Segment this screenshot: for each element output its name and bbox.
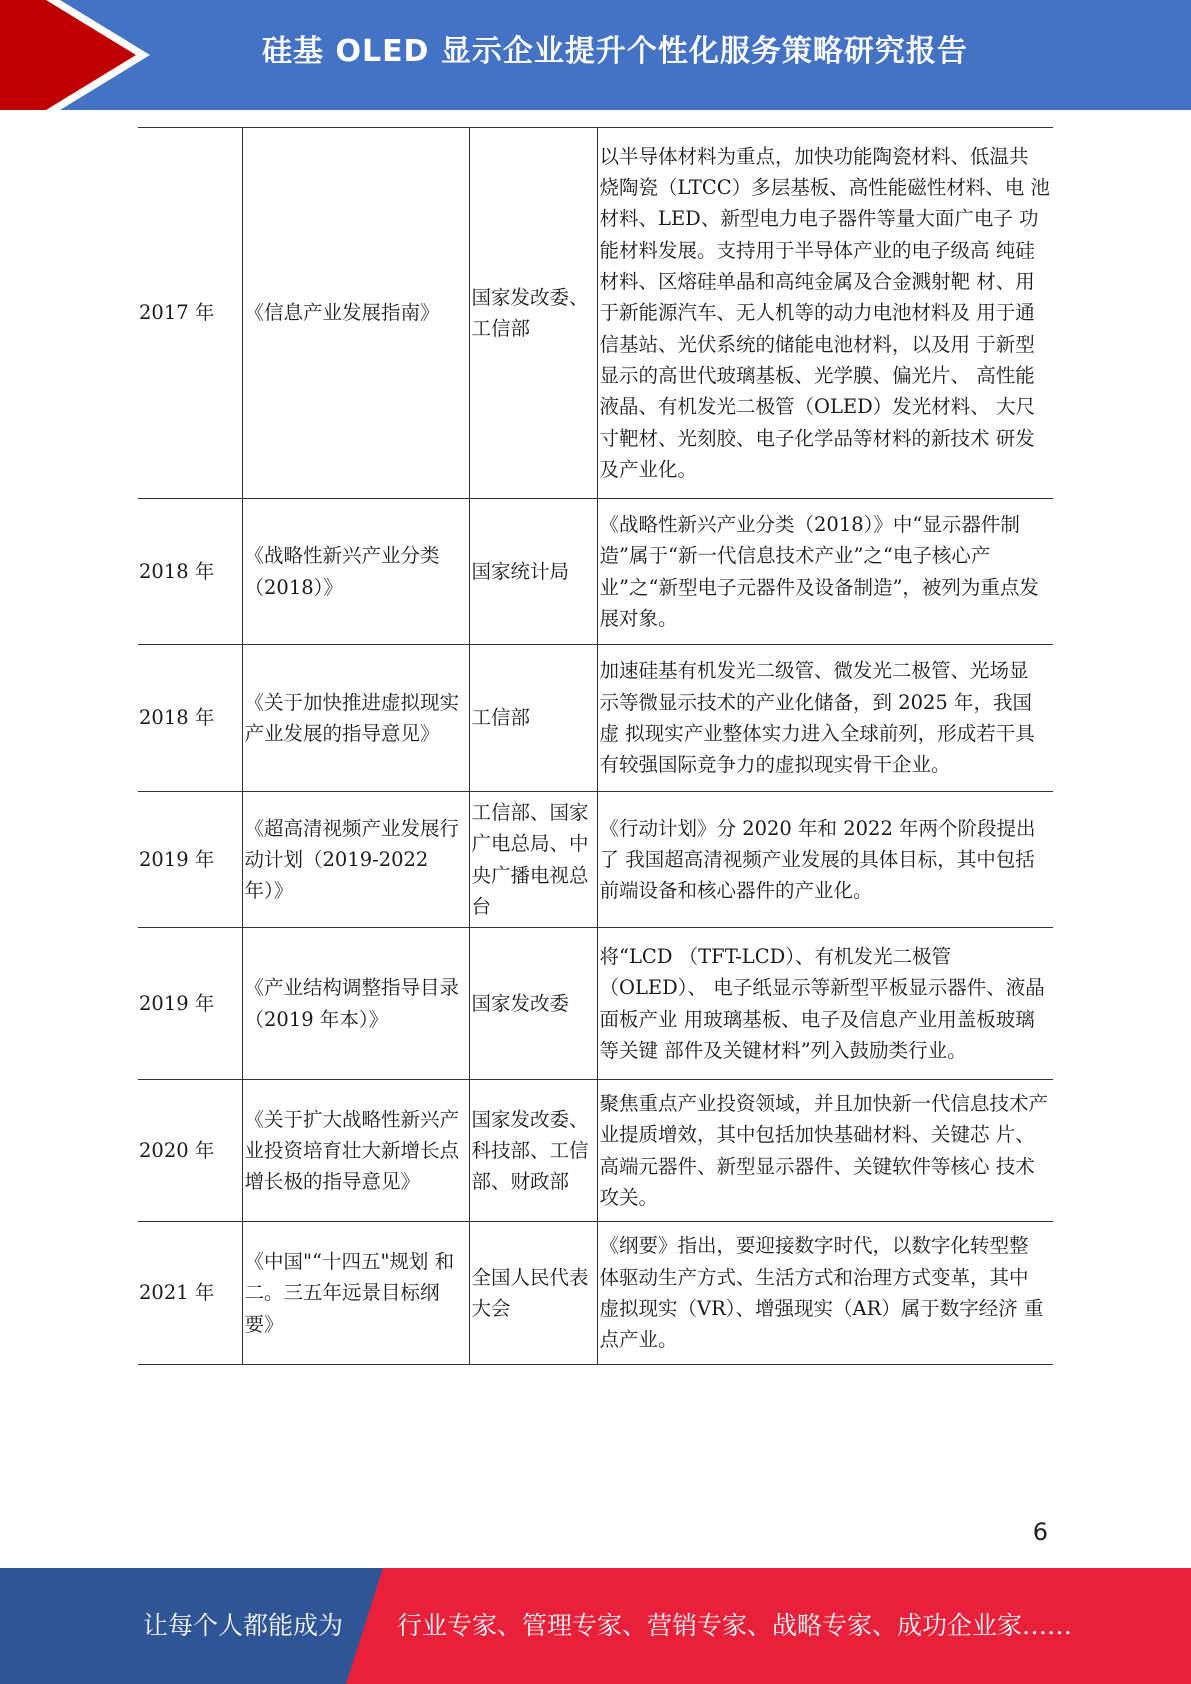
content-cell: 加速硅基有机发光二级管、微发光二极管、光场显 示等微显示技术的产业化储备，到 2025 年，我国虚 拟现实产业整体实力进入全球前列，形成若干具 有较强国际竞争力的虚拟现实骨干企业。 bbox=[597, 645, 1053, 792]
document-cell: 《超高清视频产业发展行动计划（2019-2022年）》 bbox=[242, 792, 469, 928]
policy-table bbox=[138, 127, 1053, 1365]
issuer-cell: 国家发改委 bbox=[469, 928, 597, 1080]
footer-slogan-right: 行业专家、管理专家、营销专家、战略专家、成功企业家…… bbox=[397, 1611, 1073, 1640]
footer-slogan-left: 让每个人都能成为 bbox=[143, 1611, 344, 1640]
content-cell: 聚焦重点产业投资领域，并且加快新一代信息技术产业提质增效，其中包括加快基础材料、关键芯 片、高端元器件、新型显示器件、关键软件等核心 技术攻关。 bbox=[597, 1080, 1053, 1222]
issuer-cell: 国家统计局 bbox=[469, 499, 597, 645]
year-cell: 2018 年 bbox=[138, 499, 242, 645]
table-row bbox=[138, 499, 1053, 645]
year-cell: 2019 年 bbox=[138, 792, 242, 928]
content-cell: 《行动计划》分 2020 年和 2022 年两个阶段提出了 我国超高清视频产业发展的具体目标，其中包括 前端设备和核心器件的产业化。 bbox=[597, 792, 1053, 928]
year-cell: 2018 年 bbox=[138, 645, 242, 792]
page-number: 6 bbox=[1032, 1518, 1048, 1546]
table-row bbox=[138, 928, 1053, 1080]
document-cell: 《关于加快推进虚拟现实产业发展的指导意见》 bbox=[242, 645, 469, 792]
issuer-cell: 工信部 bbox=[469, 645, 597, 792]
table-row bbox=[138, 645, 1053, 792]
table-row bbox=[138, 128, 1053, 499]
issuer-cell: 全国人民代表大会 bbox=[469, 1222, 597, 1365]
table-row bbox=[138, 1222, 1053, 1365]
footer-banner bbox=[0, 1568, 1191, 1684]
year-cell: 2019 年 bbox=[138, 928, 242, 1080]
content-cell: 将“LCD （TFT-LCD）、有机发光二极管（OLED）、 电子纸显示等新型平板显示器件、液晶面板产业 用玻璃基板、电子及信息产业用盖板玻璃等关键 部件及关键材料”列入鼓励类行业。 bbox=[597, 928, 1053, 1080]
document-cell: 《关于扩大战略性新兴产业投资培育壮大新增长点增长极的指导意见》 bbox=[242, 1080, 469, 1222]
year-cell: 2017 年 bbox=[138, 128, 242, 499]
content-cell: 以半导体材料为重点，加快功能陶瓷材料、低温共 烧陶瓷（LTCC）多层基板、高性能磁性材料、电 池材料、LED、新型电力电子器件等量大面广电子 功能材料发展。支持用于半导体产业的电子级高 纯硅材料、区熔硅单晶和高纯金属及合金溅射靶 材、用于新能源汽车、无人机等的动力电池材料及 用于通信基站、光伏系统的储能电池材料，以及用 于新型显示的高世代玻璃基板、光学膜、偏光片、 高性能液晶、有机发光二极管（OLED）发光材料、 大尺寸靶材、光刻胶、电子化学品等材料的新技术 研发及产业化。 bbox=[597, 128, 1053, 499]
issuer-cell: 国家发改委、工信部 bbox=[469, 128, 597, 499]
table-row bbox=[138, 792, 1053, 928]
document-cell: 《信息产业发展指南》 bbox=[242, 128, 469, 499]
year-cell: 2021 年 bbox=[138, 1222, 242, 1365]
report-title: 硅基 OLED 显示企业提升个性化服务策略研究报告 bbox=[262, 34, 968, 69]
document-cell: 《产业结构调整指导目录（2019 年本）》 bbox=[242, 928, 469, 1080]
issuer-cell: 国家发改委、科技部、工信部、财政部 bbox=[469, 1080, 597, 1222]
issuer-cell: 工信部、国家广电总局、中央广播电视总台 bbox=[469, 792, 597, 928]
table-row bbox=[138, 1080, 1053, 1222]
header-banner bbox=[0, 0, 1191, 110]
document-cell: 《战略性新兴产业分类（2018）》 bbox=[242, 499, 469, 645]
content-cell: 《纲要》指出，要迎接数字时代，以数字化转型整 体驱动生产方式、生活方式和治理方式变革，其中 虚拟现实（VR）、增强现实（AR）属于数字经济 重点产业。 bbox=[597, 1222, 1053, 1365]
content-cell: 《战略性新兴产业分类（2018）》中“显示器件制造”属于“新一代信息技术产业”之“电子核心产业”之“新型电子元器件及设备制造”，被列为重点发展对象。 bbox=[597, 499, 1053, 645]
document-cell: 《中国"“十四五"规划 和二。三五年远景目标纲要》 bbox=[242, 1222, 469, 1365]
year-cell: 2020 年 bbox=[138, 1080, 242, 1222]
